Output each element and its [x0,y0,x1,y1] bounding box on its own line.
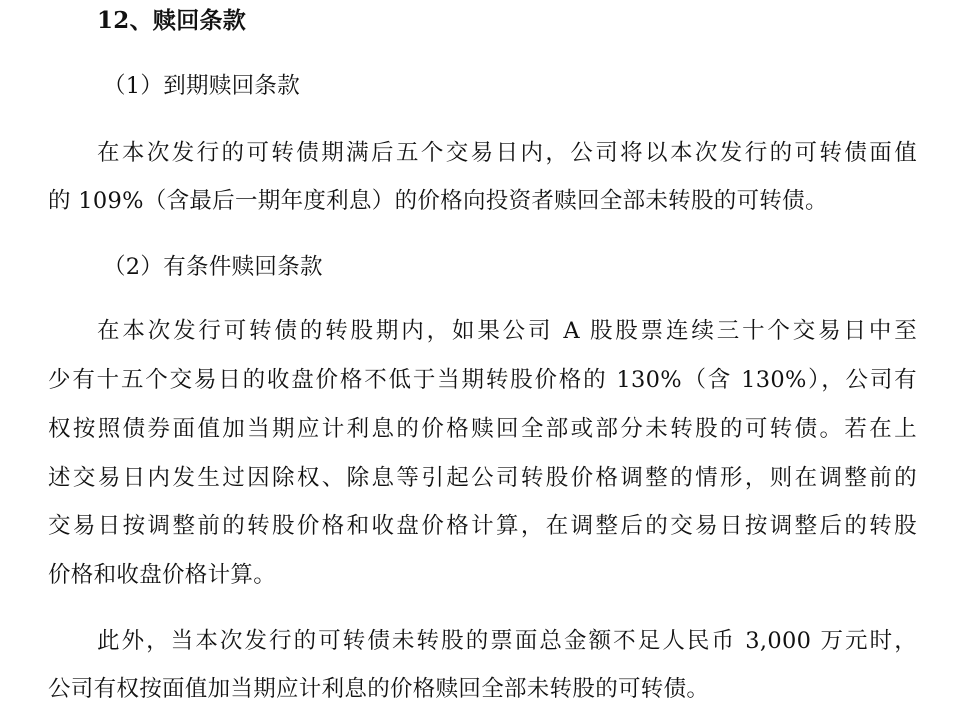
paragraph-line: 权按照债券面值加当期应计利息的价格赎回全部或部分未转股的可转债。若在上 [48,416,917,442]
paragraph-line: 在本次发行可转债的转股期内，如果公司 A 股股票连续三十个交易日中至 [97,318,917,344]
paragraph-line: 公司有权按面值加当期应计利息的价格赎回全部未转股的可转债。 [48,676,710,702]
subheading-maturity-redemption: （1）到期赎回条款 [103,73,301,99]
paragraph-line: 价格和收盘价格计算。 [48,562,277,588]
paragraph-line: 此外，当本次发行的可转债未转股的票面总金额不足人民币 3,000 万元时， [97,628,917,654]
paragraph-line: 少有十五个交易日的收盘价格不低于当期转股价格的 130%（含 130%），公司有 [48,367,917,393]
paragraph-line: 述交易日内发生过因除权、除息等引起公司转股价格调整的情形，则在调整前的 [48,465,917,491]
section-heading: 12、赎回条款 [97,7,247,34]
subheading-conditional-redemption: （2）有条件赎回条款 [103,254,323,280]
paragraph-line: 交易日按调整前的转股价格和收盘价格计算，在调整后的交易日按调整后的转股 [48,513,917,539]
paragraph-line: 的 109%（含最后一期年度利息）的价格向投资者赎回全部未转股的可转债。 [48,188,828,214]
paragraph-line: 在本次发行的可转债期满后五个交易日内，公司将以本次发行的可转债面值 [97,140,917,166]
